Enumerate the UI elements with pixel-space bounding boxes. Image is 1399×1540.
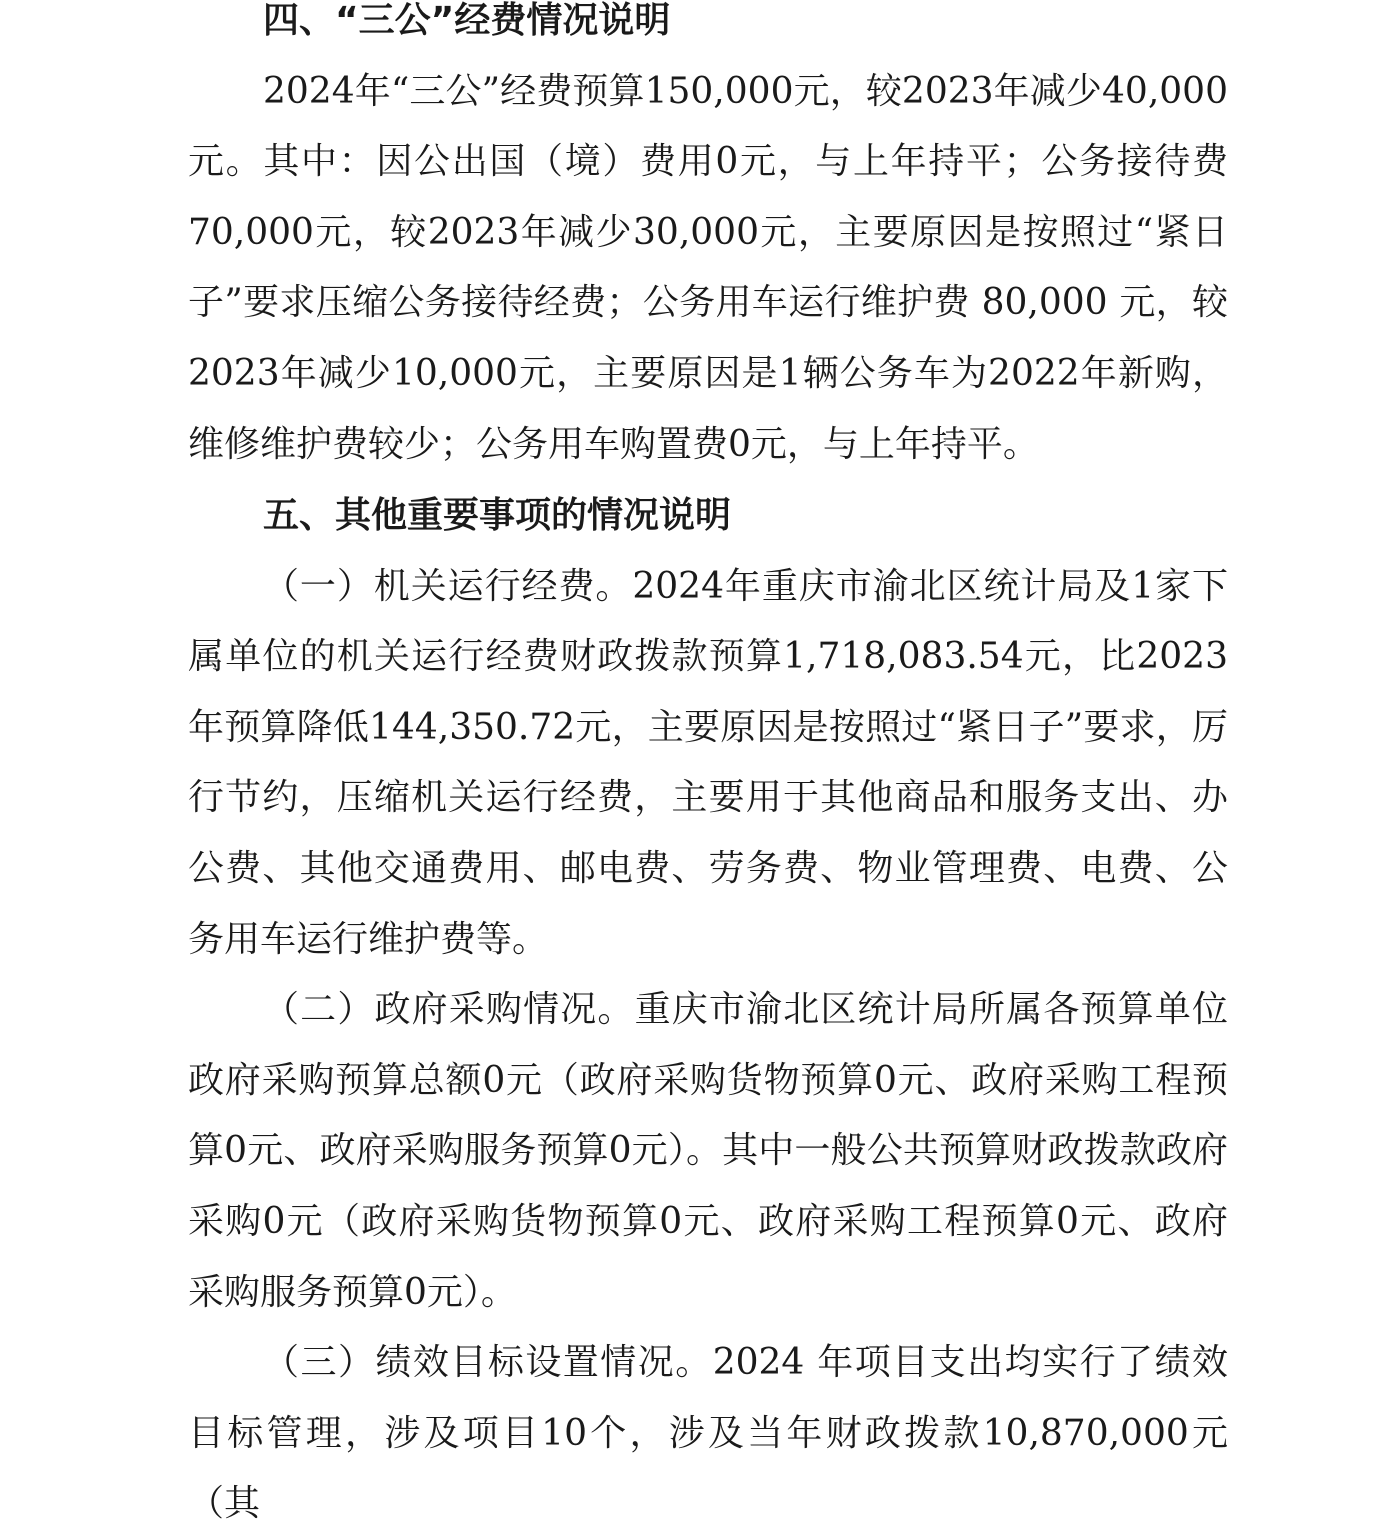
- section-heading: 四、“三公”经费情况说明: [263, 0, 671, 41]
- section-other-matters: [188, 481, 1228, 1540]
- section-three-public-expenses: [188, 0, 1228, 480]
- paragraph-government-procurement: （二）政府采购情况。重庆市渝北区统计局所属各预算单位政府采购预算总额0元（政府采购货物预算0元、政府采购工程预算0元、政府采购服务预算0元）。其中一般公共预算财政拨款政府采购0元（政府采购货物预算0元、政府采购工程预算0元、政府采购服务预算0元）。: [188, 989, 1228, 1313]
- paragraph-operating-expenses: （一）机关运行经费。2024年重庆市渝北区统计局及1家下属单位的机关运行经费财政拨款预算1,718,083.54元，比2023年预算降低144,350.72元，主要原因是按照过“紧日子”要求，厉行节约，压缩机关运行经费，主要用于其他商品和服务支出、办公费、其他交通费用、邮电费、劳务费、物业管理费、电费、公务用车运行维护费等。: [188, 565, 1228, 960]
- paragraph-performance-targets: （三）绩效目标设置情况。2024 年项目支出均实行了绩效目标管理，涉及项目10个，涉及当年财政拨款10,870,000元（其: [188, 1342, 1228, 1525]
- section-heading: 五、其他重要事项的情况说明: [263, 495, 732, 536]
- paragraph: 2024年“三公”经费预算150,000元，较2023年减少40,000元。其中：因公出国（境）费用0元，与上年持平；公务接待费70,000元，较2023年减少30,000元，主要原因是按照过“紧日子”要求压缩公务接待经费；公务用车运行维护费 80,000 元，较2023年减少10,000元，主要原因是1辆公务车为2022年新购，维修维护费较少；公务用车购置费0元，与上年持平。: [188, 70, 1228, 465]
- document-page: [188, 0, 1228, 1525]
